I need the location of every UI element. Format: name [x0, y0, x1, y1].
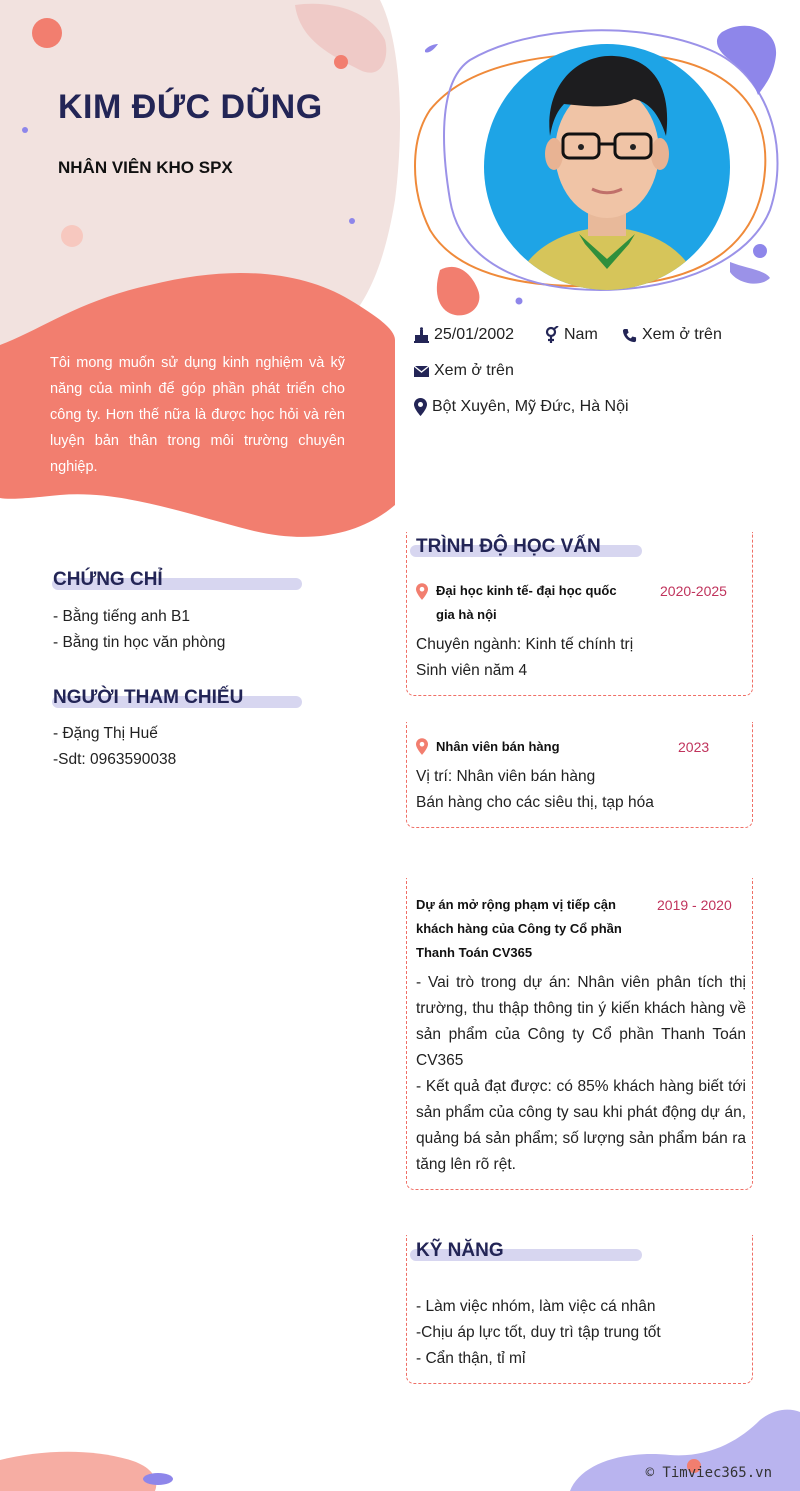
project-date: 2019 - 2020: [657, 897, 732, 913]
lavender-swirl: [730, 262, 770, 284]
skills-heading: KỸ NĂNG: [416, 1240, 504, 1261]
peach-dot: [61, 225, 83, 247]
lavender-blob-bottom: [143, 1473, 173, 1485]
gender-value: Nam: [564, 326, 598, 343]
education-heading: TRÌNH ĐỘ HỌC VẤN: [416, 536, 601, 557]
school-name: Đại học kinh tế- đại học quốc gia hà nội: [436, 583, 617, 622]
coral-dot: [334, 55, 348, 69]
list-item: - Đặng Thị Huế: [53, 725, 158, 742]
candidate-position: NHÂN VIÊN KHO SPX: [58, 158, 233, 177]
email-value: Xem ở trên: [434, 362, 514, 379]
list-item: -Sdt: 0963590038: [53, 751, 177, 768]
gender-info: [545, 326, 598, 344]
experience-date: 2023: [678, 739, 710, 755]
list-item: - Làm việc nhóm, làm việc cá nhân: [416, 1298, 656, 1315]
address-info: [414, 398, 629, 416]
job-title: Nhân viên bán hàng: [436, 739, 560, 754]
skills-list: [416, 1294, 661, 1372]
list-item: - Bằng tin học văn phòng: [53, 634, 226, 651]
candidate-name: KIM ĐỨC DŨNG: [58, 88, 323, 126]
lavender-dot: [516, 298, 523, 305]
education-details: Chuyên ngành: Kinh tế chính trị Sinh viên năm 4: [416, 636, 634, 679]
coral-wave-bottom: [0, 1452, 156, 1491]
coral-dot-big: [32, 18, 62, 48]
certificates-list: [53, 604, 225, 656]
copyright-text: © Timviec365.vn: [645, 1465, 772, 1481]
references-list: [53, 721, 176, 773]
career-objective: Tôi mong muốn sử dụng kinh nghiệm và kỹ năng của mình để góp phần phát triển cho công ty. Hơn thế nữa là được học hỏi và rèn luyện bản thân trong môi trường chuyên nghiệp.: [50, 355, 345, 475]
project-details: [416, 970, 746, 1178]
email-info: [414, 362, 514, 380]
education-date: 2020-2025: [660, 583, 727, 599]
list-item: - Cẩn thận, tỉ mỉ: [416, 1350, 526, 1367]
envelope-icon: [414, 366, 429, 377]
project-role: - Vai trò trong dự án: Nhân viên phân tích thị trường, thu thập thông tin ý kiến khách hàng về sản phẩm của Công ty Cổ phần Thanh Toán CV365: [416, 974, 746, 1069]
project-title: Dự án mở rộng phạm vị tiếp cận khách hàng của Công ty Cổ phần Thanh Toán CV365: [416, 897, 622, 960]
map-marker-icon: [416, 583, 428, 600]
lavender-drop: [717, 26, 776, 95]
phone-icon: [622, 328, 637, 343]
experience-details: Vị trí: Nhân viên bán hàng Bán hàng cho các siêu thị, tạp hóa: [416, 768, 654, 811]
lavender-dot: [753, 244, 767, 258]
lavender-dot: [22, 127, 28, 133]
project-result: - Kết quả đạt được: có 85% khách hàng biết tới sản phẩm của công ty sau khi phát động dự án, quảng bá sản phẩm; số lượng sản phẩm bán ra tăng lên rõ rệt.: [416, 1078, 746, 1173]
gender-icon: [545, 326, 559, 344]
lavender-dot: [349, 218, 355, 224]
map-marker-icon: [414, 398, 427, 416]
coral-drop: [437, 267, 480, 315]
address-value: Bột Xuyên, Mỹ Đức, Hà Nội: [432, 398, 629, 415]
profile-photo: [484, 44, 730, 290]
references-heading: NGƯỜI THAM CHIẾU: [53, 687, 244, 708]
list-item: -Chịu áp lực tốt, duy trì tập trung tốt: [416, 1324, 661, 1341]
list-item: - Bằng tiếng anh B1: [53, 608, 191, 625]
phone-value: Xem ở trên: [642, 326, 722, 343]
map-marker-icon: [416, 738, 428, 755]
lavender-leaf: [425, 44, 438, 53]
birthday-value: 25/01/2002: [434, 326, 515, 343]
certificates-heading: CHỨNG CHỈ: [53, 569, 163, 590]
phone-info: [622, 326, 722, 344]
birthday-info: [414, 326, 514, 344]
cake-icon: [414, 327, 429, 343]
